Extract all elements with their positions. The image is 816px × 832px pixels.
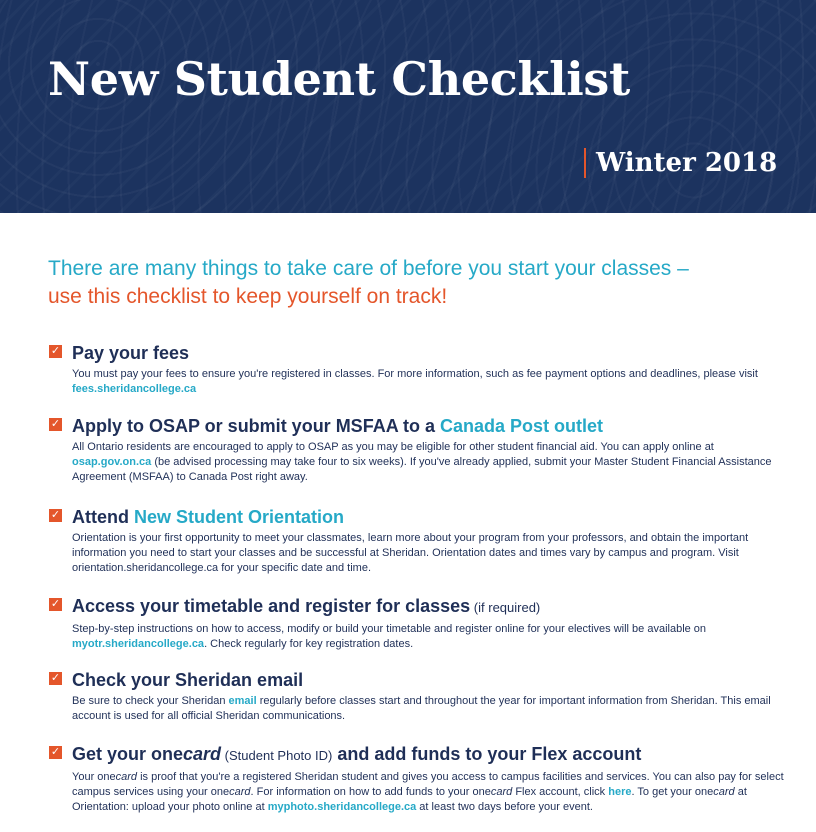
- checkmark-icon: ✓: [50, 509, 61, 521]
- myphoto-link[interactable]: myphoto.sheridancollege.ca: [267, 801, 417, 813]
- item-title: Apply to OSAP or submit your MSFAA to a Canada Post outlet: [72, 416, 604, 436]
- item-body: Orientation is your first opportunity to meet your classmates, learn more about your program from your professors, and obtain the important information you need to start your classes and be successful at Sheridan. Orientation dates and times vary by campus and program. Visit orientation.sheridancollege.ca for your specific date and time.: [72, 532, 749, 574]
- checkmark-icon: ✓: [50, 418, 61, 430]
- intro-text: [48, 255, 788, 311]
- intro-line-1: There are many things to take care of before you start your classes –: [48, 257, 689, 280]
- canada-post-link[interactable]: Canada Post outlet: [440, 416, 604, 436]
- checkmark-icon: ✓: [50, 746, 61, 758]
- item-title: Attend New Student Orientation: [72, 507, 345, 527]
- checklist: [48, 342, 788, 815]
- item-body: You must pay your fees to ensure you're registered in classes. For more information, such as fee payment options and deadlines, please visit fees.sheridancollege.ca: [72, 368, 758, 395]
- myotr-link[interactable]: myotr.sheridancollege.ca: [72, 638, 205, 650]
- osap-link[interactable]: osap.gov.on.ca: [72, 456, 152, 468]
- checklist-item-orientation: [48, 506, 788, 595]
- item-body: Step-by-step instructions on how to access, modify or build your timetable and register online for your electives will be available on myotr.sheridancollege.ca. Check regularly for key registration dates.: [72, 623, 707, 650]
- item-title: Pay your fees: [72, 343, 190, 363]
- checklist-item-onecard: [48, 743, 788, 815]
- checkmark-icon: ✓: [50, 672, 61, 684]
- item-title: Check your Sheridan email: [72, 670, 304, 690]
- term-divider: [584, 148, 586, 178]
- here-link[interactable]: here: [608, 786, 632, 798]
- checklist-item-fees: [48, 342, 788, 415]
- intro-line-2: use this checklist to keep yourself on track!: [48, 285, 448, 308]
- checklist-item-email: [48, 669, 788, 743]
- term-text: Winter 2018: [596, 148, 778, 178]
- term-label: [584, 146, 777, 180]
- orientation-link[interactable]: New Student Orientation: [134, 507, 345, 527]
- checkmark-icon: ✓: [50, 598, 61, 610]
- header-banner: [0, 0, 816, 213]
- item-body: Your onecard is proof that you're a registered Sheridan student and gives you access to campus facilities and services. You can also pay for select campus services using your onecard. For information on how to add funds to your onecard Flex account, click here. To get your onecard at Orientation: upload your photo online at myphoto.sheridancollege.ca at least two days before your event.: [72, 771, 784, 813]
- fees-link[interactable]: fees.sheridancollege.ca: [72, 383, 197, 395]
- checkmark-icon: ✓: [50, 345, 61, 357]
- item-title: Get your onecard (Student Photo ID) and add funds to your Flex account: [72, 744, 642, 764]
- item-body: All Ontario residents are encouraged to apply to OSAP as you may be eligible for other student financial aid. You can apply online at osap.gov.on.ca (be advised processing may take four to six weeks). If you've already applied, submit your Master Student Financial Assistance Agreement (MSFAA) to Canada Post right away.: [72, 441, 772, 483]
- page-title: New Student Checklist: [48, 52, 630, 106]
- checklist-item-timetable: [48, 595, 788, 669]
- email-link[interactable]: email: [228, 695, 257, 707]
- item-title: Access your timetable and register for classes (if required): [72, 596, 541, 616]
- checklist-item-osap: [48, 415, 788, 506]
- item-body: Be sure to check your Sheridan email regularly before classes start and throughout the year for important information from Sheridan. This email account is used for all official Sheridan communications.: [72, 695, 771, 722]
